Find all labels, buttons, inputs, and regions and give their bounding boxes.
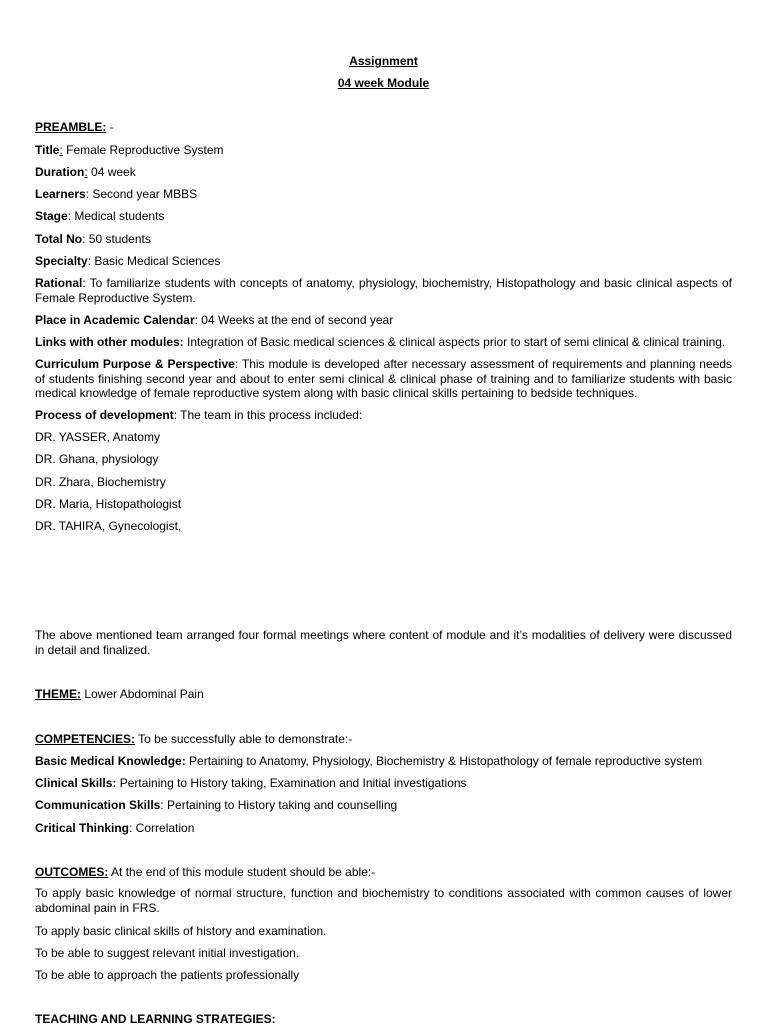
field-rational-label: Rational (35, 276, 83, 290)
competency-label: Clinical Skills: (35, 776, 117, 790)
field-curriculum-value: : This module is developed after necessary assessment of requirements and planning needs of students finishing second year and about to enter semi clinical & clinical phase of training and to familiarize students with basic medical knowledge of female reproductive system along with basic clinical skills pertaining to bedside techniques. (35, 357, 732, 400)
field-duration-label: Duration (35, 165, 85, 179)
meetings-paragraph: The above mentioned team arranged four formal meetings where content of module and it’s modalities of delivery were discussed in detail and finalized. (35, 628, 732, 657)
team-member: DR. Maria, Histopathologist (35, 497, 182, 511)
preamble-label: PREAMBLE: (35, 120, 107, 134)
theme-line (35, 687, 732, 701)
document-title: Assignment (349, 54, 418, 68)
competency-label: Critical Thinking (35, 821, 130, 835)
field-place-label: Place in Academic Calendar (35, 313, 195, 327)
preamble-suffix: - (106, 120, 114, 134)
outcomes-label: OUTCOMES: (35, 865, 109, 879)
field-duration-value: 04 week (87, 165, 136, 179)
competency-item (35, 776, 732, 790)
field-process-label: Process of development (35, 408, 174, 422)
competencies-label: COMPETENCIES: (35, 732, 136, 746)
competency-value: : Pertaining to History taking and counselling (160, 798, 398, 812)
field-stage (35, 209, 732, 223)
team-member: DR. Ghana, physiology (35, 452, 159, 466)
field-place (35, 313, 732, 327)
field-process-value: : The team in this process included: (173, 408, 363, 422)
outcomes-heading (35, 865, 732, 879)
field-curriculum (35, 357, 732, 401)
competency-label: Basic Medical Knowledge: (35, 754, 186, 768)
field-curriculum-label: Curriculum Purpose & Perspective (35, 357, 235, 371)
field-learners (35, 187, 732, 201)
field-links-value: Integration of Basic medical sciences & clinical aspects prior to start of semi clinical & clinical training. (183, 335, 726, 349)
competency-label: Communication Skills (35, 798, 161, 812)
competency-item (35, 754, 732, 768)
outcomes-intro: At the end of this module student should be able:- (108, 865, 376, 879)
field-specialty (35, 254, 732, 268)
field-links-label: Links with other modules: (35, 335, 184, 349)
field-title-colon: : (59, 143, 63, 157)
field-title-value: Female Reproductive System (62, 143, 224, 157)
outcome-item: To apply basic clinical skills of history and examination. (35, 924, 327, 938)
field-learners-value: : Second year MBBS (85, 187, 198, 201)
competencies-heading (35, 732, 732, 746)
team-member: DR. YASSER, Anatomy (35, 430, 160, 444)
field-links (35, 335, 732, 349)
field-stage-label: Stage (35, 209, 68, 223)
field-rational (35, 276, 732, 305)
outcome-item: To be able to suggest relevant initial investigation. (35, 946, 300, 960)
teaching-heading: TEACHING AND LEARNING STRATEGIES: (35, 1012, 276, 1026)
field-learners-label: Learners (35, 187, 86, 201)
team-member: DR. TAHIRA, Gynecologist, (35, 519, 182, 533)
outcome-item: To be able to approach the patients professionally (35, 968, 300, 982)
field-duration-colon: : (84, 165, 88, 179)
competencies-intro: To be successfully able to demonstrate:- (135, 732, 353, 746)
field-stage-value: : Medical students (67, 209, 165, 223)
document-subtitle: 04 week Module (337, 76, 430, 90)
competency-item (35, 821, 732, 835)
field-duration (35, 165, 732, 179)
field-title-label: Title (35, 143, 60, 157)
field-total-no-label: Total No (35, 232, 83, 246)
competency-value: Pertaining to History taking, Examination and Initial investigations (116, 776, 467, 790)
theme-label: THEME: (35, 687, 81, 701)
preamble-heading (35, 120, 732, 134)
field-total-no-value: : 50 students (82, 232, 151, 246)
field-title (35, 143, 732, 157)
competency-value: : Correlation (129, 821, 195, 835)
field-total-no (35, 232, 732, 246)
field-process (35, 408, 732, 422)
team-member: DR. Zhara, Biochemistry (35, 475, 166, 489)
theme-value: Lower Abdominal Pain (81, 687, 204, 701)
field-rational-value: : To familiarize students with concepts of anatomy, physiology, biochemistry, Histopathology and basic clinical aspects of Female Reproductive System. (35, 276, 732, 305)
competency-value: Pertaining to Anatomy, Physiology, Biochemistry & Histopathology of female reproductive system (185, 754, 703, 768)
field-place-value: : 04 Weeks at the end of second year (194, 313, 394, 327)
competency-item (35, 798, 732, 812)
field-specialty-label: Specialty (35, 254, 88, 268)
outcome-item: To apply basic knowledge of normal structure, function and biochemistry to conditions associated with common causes of lower abdominal pain in FRS. (35, 886, 732, 915)
field-specialty-value: : Basic Medical Sciences (87, 254, 221, 268)
